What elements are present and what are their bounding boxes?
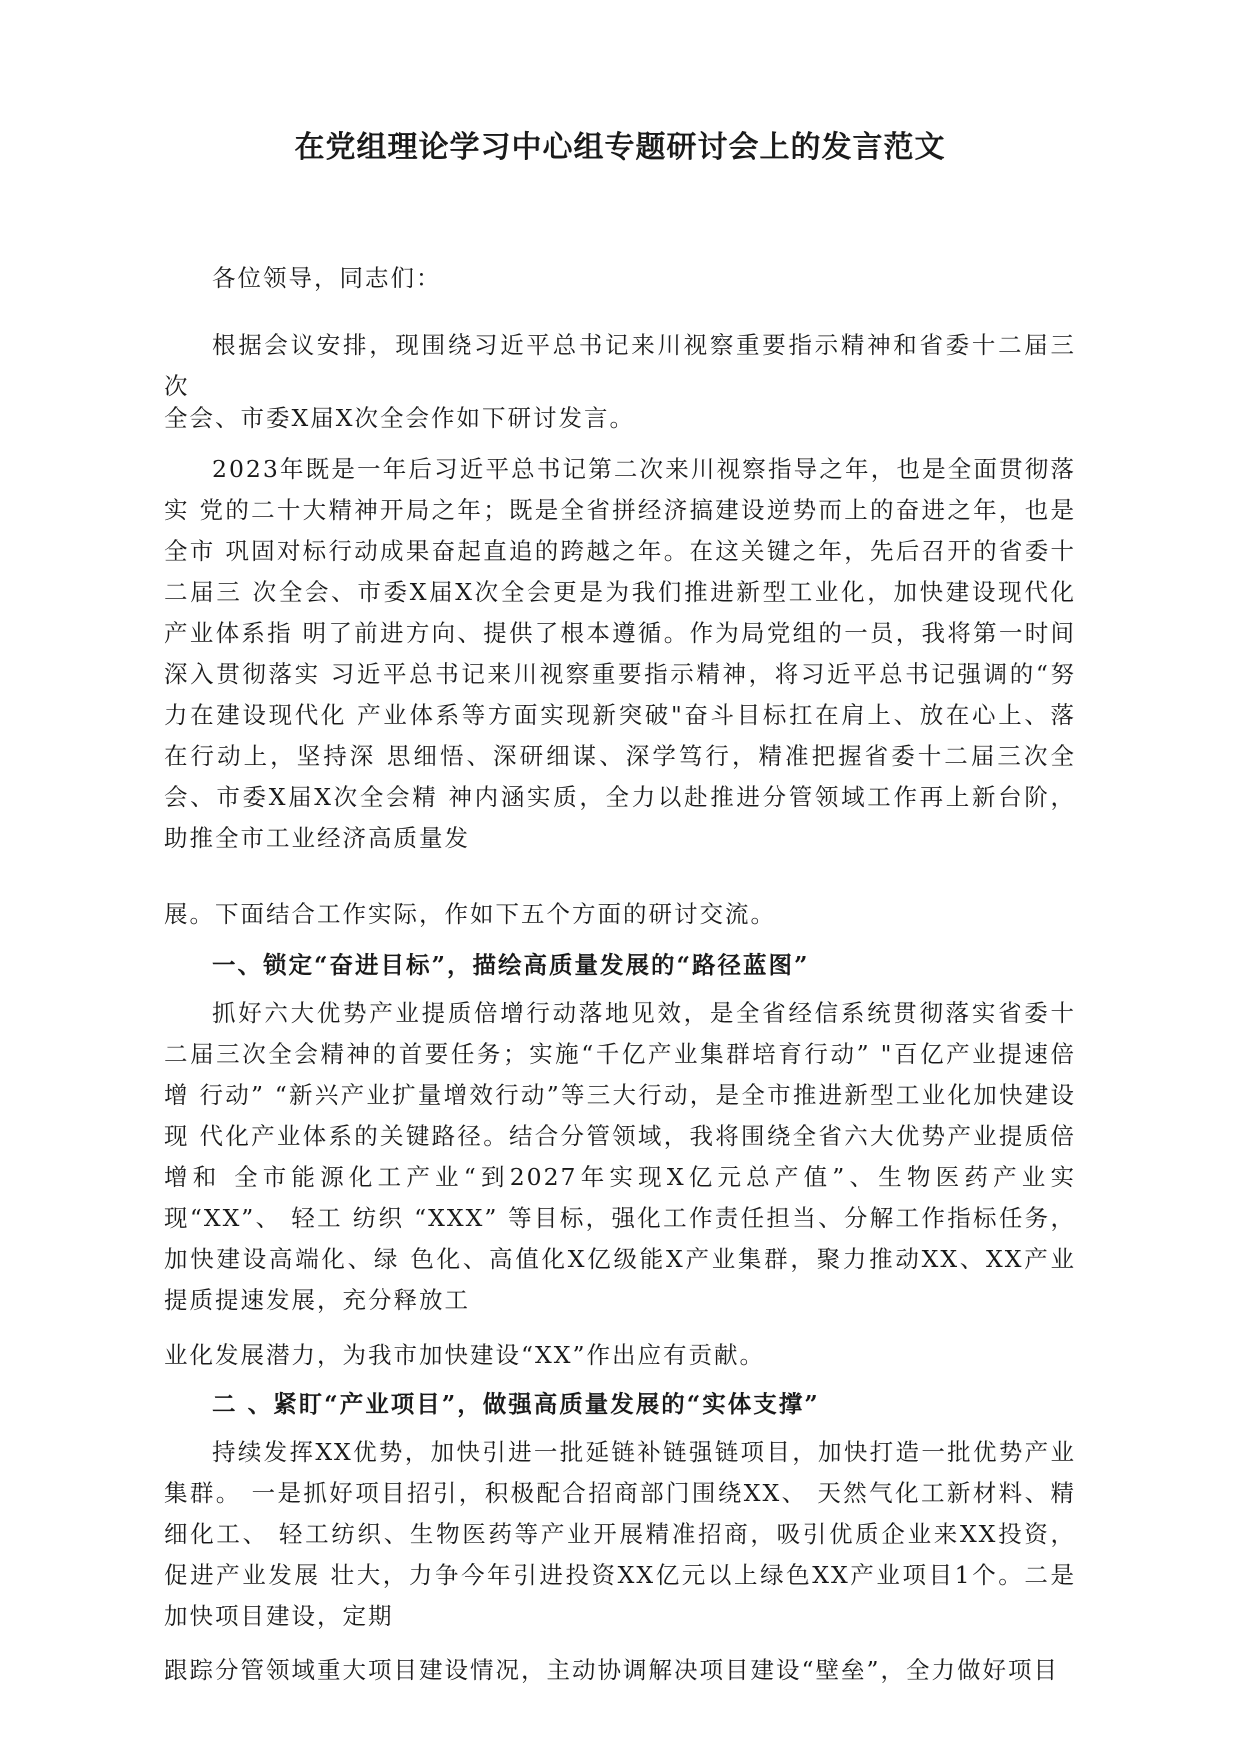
salutation-paragraph: 各位领导，同志们：: [212, 264, 442, 292]
body-paragraph: 业化发展潜力，为我市加快建设“XX”作出应有贡献。: [164, 1341, 765, 1369]
section-heading-1: 一、锁定“奋进目标”，描绘高质量发展的“路径蓝图”: [212, 951, 810, 979]
body-paragraph: 2023年既是一年后习近平总书记第二次来川视察指导之年，也是全面贯彻落实 党的二十大精神开局之年；既是全省拼经济搞建设逆势而上的奋进之年，也是全市 巩固对标行动成果奋起直追的跨越之年。在这关键之年，先后召开的省委十二届三 次全会、市委X届X次全会更是为我们推进新型工业化，加快建设现代化产业体系指 明了前进方向、提供了根本遵循。作为局党组的一员，我将第一时间深入贯彻落实 习近平总书记来川视察重要指示精神，将习近平总书记强调的“努力在建设现代化 产业体系等方面实现新突破"奋斗目标扛在肩上、放在心上、落在行动上，坚持深 思细悟、深研细谋、深学笃行，精准把握省委十二届三次全会、市委X届X次全会精 神内涵实质，全力以赴推进分管领域工作再上新台阶，助推全市工业经济高质量发: [164, 455, 1076, 852]
section-heading-2: 二 、紧盯“产业项目”，做强高质量发展的“实体支撑”: [212, 1390, 820, 1418]
document-title: 在党组理论学习中心组专题研讨会上的发言范文: [294, 130, 946, 165]
body-paragraph: 展。下面结合工作实际，作如下五个方面的研讨交流。: [164, 900, 776, 928]
body-paragraph: 跟踪分管领域重大项目建设情况，主动协调解决项目建设“壁垒”，全力做好项目: [164, 1656, 1060, 1684]
body-paragraph: 持续发挥XX优势，加快引进一批延链补链强链项目，加快打造一批优势产业集群。 一是抓好项目招引，积极配合招商部门围绕XX、 天然气化工新材料、精细化工、 轻工纺织、生物医药等产业开展精准招商，吸引优质企业来XX投资，促进产业发展 壮大，力争今年引进投资XX亿元以上绿色XX产业项目1个。二是加快项目建设，定期: [164, 1438, 1076, 1630]
body-paragraph: 根据会议安排，现围绕习近平总书记来川视察重要指示精神和省委十二届三次: [164, 331, 1076, 400]
body-paragraph: 全会、市委X届X次全会作如下研讨发言。: [164, 404, 635, 432]
body-paragraph: 抓好六大优势产业提质倍增行动落地见效，是全省经信系统贯彻落实省委十二届三次全会精神的首要任务；实施“千亿产业集群培育行动” "百亿产业提速倍增 行动” “新兴产业扩量增效行动”等三大行动，是全市推进新型工业化加快建设现 代化产业体系的关键路径。结合分管领域，我将围绕全省六大优势产业提质倍增和 全市能源化工产业“到2027年实现X亿元总产值”、生物医药产业实现“XX”、 轻工 纺织 “XXX” 等目标，强化工作责任担当、分解工作指标任务，加快建设高端化、绿 色化、高值化X亿级能X产业集群，聚力推动XX、XX产业提质提速发展，充分释放工: [164, 999, 1076, 1314]
